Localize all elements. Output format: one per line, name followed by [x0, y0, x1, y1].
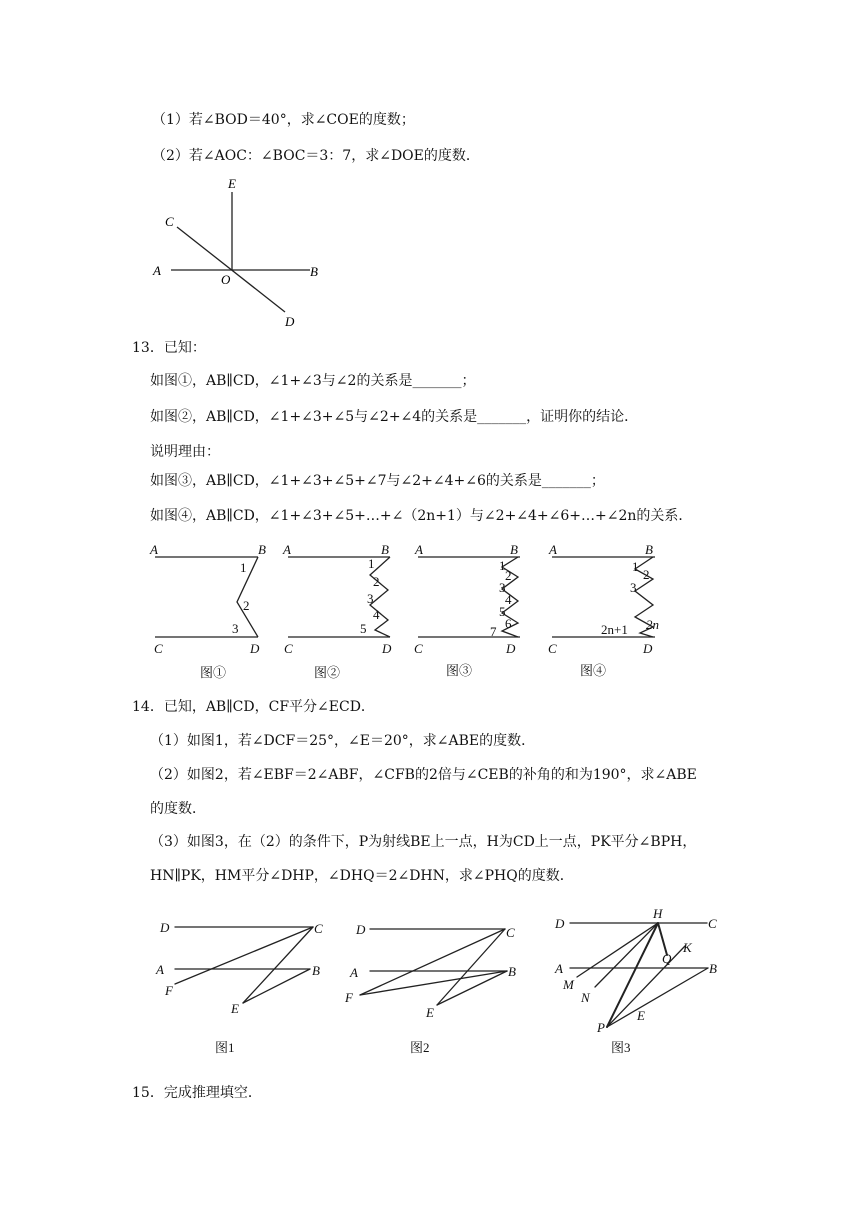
f14-1-A: A [156, 962, 164, 977]
q14-p3b: HN∥PK，HM平分∠DHP，∠DHQ＝2∠DHN，求∠PHQ的度数． [150, 868, 574, 884]
f2-C: C [284, 641, 293, 656]
f14-3-K: K [683, 940, 692, 955]
q12-label-O: O [221, 272, 231, 287]
q13-line4: 如图③，AB∥CD，∠1+∠3+∠5+∠7与∠2+∠4+∠6的关系是_______； [150, 473, 605, 489]
q14-figure-1 [155, 920, 323, 1055]
f14-1-C: C [314, 921, 323, 936]
q12-label-D: D [285, 314, 295, 329]
f3-a4: 4 [505, 592, 512, 607]
q13-figures [140, 535, 700, 685]
f1-caption: 图① [200, 665, 227, 680]
q13-figure-3 [414, 542, 520, 678]
q13-figure-1 [149, 542, 266, 680]
f4-caption: 图④ [580, 663, 607, 678]
q14-figure-3 [554, 906, 717, 1055]
q14-figure-2 [344, 922, 516, 1055]
f2-a5: 5 [360, 621, 367, 636]
f14-2-C: C [506, 925, 515, 940]
f1-a2: 2 [243, 598, 250, 613]
f3-a7: 7 [490, 624, 497, 639]
f14-3-A: A [555, 961, 563, 976]
q12-label-B: B [310, 264, 318, 279]
q12-part1: （1）若∠BOD＝40°，求∠COE的度数； [152, 112, 415, 128]
q12-label-E: E [228, 176, 236, 191]
f14-3-P: P [597, 1020, 605, 1035]
q13-line3: 说明理由： [150, 444, 220, 460]
f14-1-F: F [165, 983, 173, 998]
q13-line2: 如图②，AB∥CD，∠1+∠3+∠5与∠2+∠4的关系是_______，证明你的结论． [150, 409, 639, 425]
f14-3-Q: Q [662, 951, 672, 966]
f2-a4: 4 [373, 607, 380, 622]
f14-1-B: B [312, 963, 320, 978]
f2-D: D [382, 641, 392, 656]
q12-label-A: A [153, 263, 161, 278]
q13-line1: 如图①，AB∥CD，∠1+∠3与∠2的关系是_______； [150, 373, 476, 389]
q14-head: 14．已知，AB∥CD，CF平分∠ECD． [132, 699, 375, 715]
f1-C: C [154, 641, 163, 656]
f3-a2: 2 [505, 568, 512, 583]
f2-A: A [283, 542, 291, 557]
f2-B: B [381, 542, 389, 557]
f4-a1: 1 [632, 559, 639, 574]
f4-D: D [643, 641, 653, 656]
f4-a2: 2 [643, 567, 650, 582]
f14-1-caption: 图1 [215, 1040, 235, 1055]
f14-1-D: D [160, 920, 170, 935]
f14-3-C: C [708, 916, 717, 931]
f3-a5: 5 [499, 604, 506, 619]
q12-label-C: C [165, 214, 174, 229]
f14-3-H: H [653, 906, 663, 921]
f14-3-M: M [563, 977, 574, 992]
f14-2-A: A [350, 965, 358, 980]
q15-head: 15．完成推理填空． [132, 1085, 262, 1101]
f14-2-B: B [508, 964, 516, 979]
f3-caption: 图③ [446, 663, 473, 678]
f4-A: A [549, 542, 557, 557]
f4-a3: 3 [630, 580, 637, 595]
q14-p1: （1）如图1，若∠DCF＝25°，∠E＝20°，求∠ABE的度数． [150, 733, 536, 749]
f14-2-caption: 图2 [410, 1040, 430, 1055]
f3-a1: 1 [499, 558, 506, 573]
f14-3-D: D [555, 916, 565, 931]
f3-a6: 6 [505, 616, 512, 631]
q14-p2a: （2）如图2，若∠EBF＝2∠ABF，∠CFB的2倍与∠CEB的补角的和为190°，求∠ABE [150, 767, 697, 783]
q13-figure-4 [548, 542, 659, 678]
f3-a3: 3 [499, 580, 506, 595]
f3-C: C [414, 641, 423, 656]
q13-figure-2 [282, 542, 392, 680]
f14-2-F: F [345, 990, 353, 1005]
f14-2-E: E [426, 1005, 434, 1020]
q13-line5: 如图④，AB∥CD，∠1+∠3+∠5+…+∠（2n+1）与∠2+∠4+∠6+…+∠2n的关系． [150, 508, 693, 524]
f14-1-E: E [231, 1001, 239, 1016]
f2-caption: 图② [314, 665, 341, 680]
q14-p3a: （3）如图3，在（2）的条件下，P为射线BE上一点，H为CD上一点，PK平分∠BPH， [150, 834, 697, 850]
f2-a1: 1 [368, 556, 375, 571]
f1-B: B [258, 542, 266, 557]
q14-figures [145, 900, 735, 1060]
f4-a2n: 2n [646, 617, 659, 632]
f3-A: A [415, 542, 423, 557]
f4-a2n1: 2n+1 [601, 622, 628, 637]
f3-D: D [506, 641, 516, 656]
q13-head: 13．已知： [132, 340, 206, 356]
f14-3-N: N [581, 990, 590, 1005]
f1-a1: 1 [240, 560, 247, 575]
f1-a3: 3 [232, 621, 239, 636]
f3-B: B [510, 542, 518, 557]
f14-3-E: E [637, 1008, 645, 1023]
q12-part2: （2）若∠AOC：∠BOC＝3：7，求∠DOE的度数． [152, 148, 480, 164]
q14-p2b: 的度数． [150, 801, 206, 817]
f14-2-D: D [356, 922, 366, 937]
f4-B: B [645, 542, 653, 557]
f14-3-B: B [709, 961, 717, 976]
f4-C: C [548, 641, 557, 656]
f2-a2: 2 [373, 574, 380, 589]
f1-A: A [150, 542, 158, 557]
f2-a3: 3 [367, 591, 374, 606]
f1-D: D [250, 641, 260, 656]
q12-figure [145, 170, 345, 335]
f14-3-caption: 图3 [611, 1040, 631, 1055]
